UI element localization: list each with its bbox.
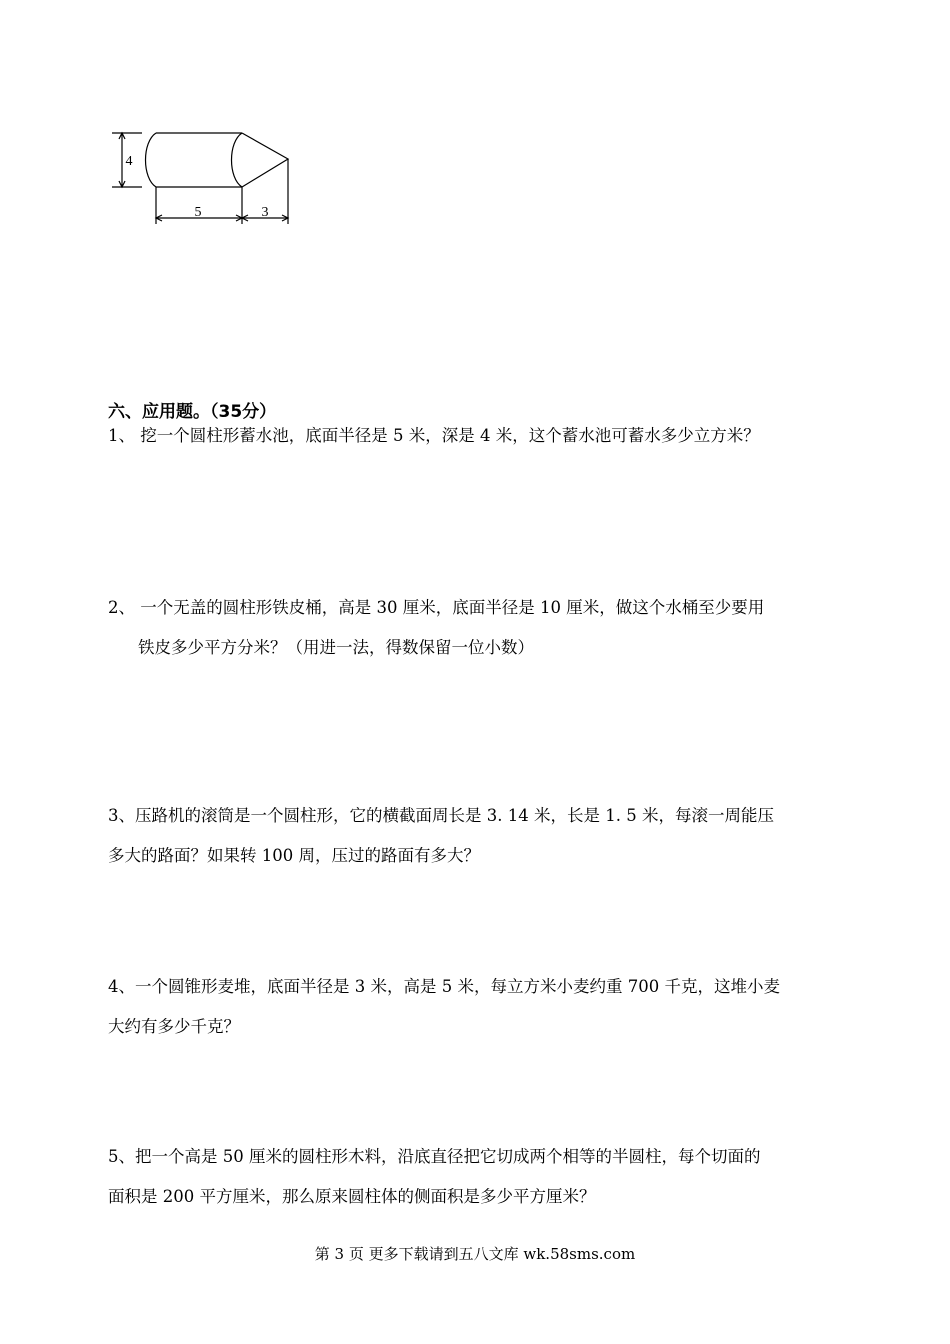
question-line: 5、把一个高是 50 厘米的圆柱形木料，沿底直径把它切成两个相等的半圆柱，每个切面的 xyxy=(108,1147,761,1166)
question-line: 4、一个圆锥形麦堆，底面半径是 3 米，高是 5 米，每立方米小麦约重 700 千克，这堆小麦 xyxy=(108,977,780,996)
question-5 xyxy=(108,1137,760,1217)
height-dimension-label: 4 xyxy=(125,154,133,169)
question-line: 大约有多少千克？ xyxy=(108,1017,240,1036)
cone-length-label: 3 xyxy=(261,205,269,220)
cylinder-cone-figure xyxy=(108,120,298,234)
question-line: 2、 一个无盖的圆柱形铁皮桶，高是 30 厘米，底面半径是 10 厘米，做这个水桶至少要用 xyxy=(108,598,765,617)
cylinder-length-label: 5 xyxy=(194,205,202,220)
question-line: 3、压路机的滚筒是一个圆柱形，它的横截面周长是 3. 14 米，长是 1. 5 米，每滚一周能压 xyxy=(108,806,774,825)
question-1 xyxy=(108,416,760,456)
section-title: 六、应用题。（35分） xyxy=(108,402,277,422)
question-2 xyxy=(108,588,764,668)
question-3 xyxy=(108,796,774,876)
question-line: 多大的路面？如果转 100 周，压过的路面有多大？ xyxy=(108,846,480,865)
question-4 xyxy=(108,967,780,1047)
question-line: 铁皮多少平方分米？（用进一法，得数保留一位小数） xyxy=(138,638,534,657)
question-line: 面积是 200 平方厘米，那么原来圆柱体的侧面积是多少平方厘米？ xyxy=(108,1187,596,1206)
page-footer: 第 3 页 更多下载请到五八文库 wk.58sms.com xyxy=(314,1245,636,1263)
question-line: 1、 挖一个圆柱形蓄水池，底面半径是 5 米，深是 4 米，这个蓄水池可蓄水多少立方米？ xyxy=(108,426,760,445)
